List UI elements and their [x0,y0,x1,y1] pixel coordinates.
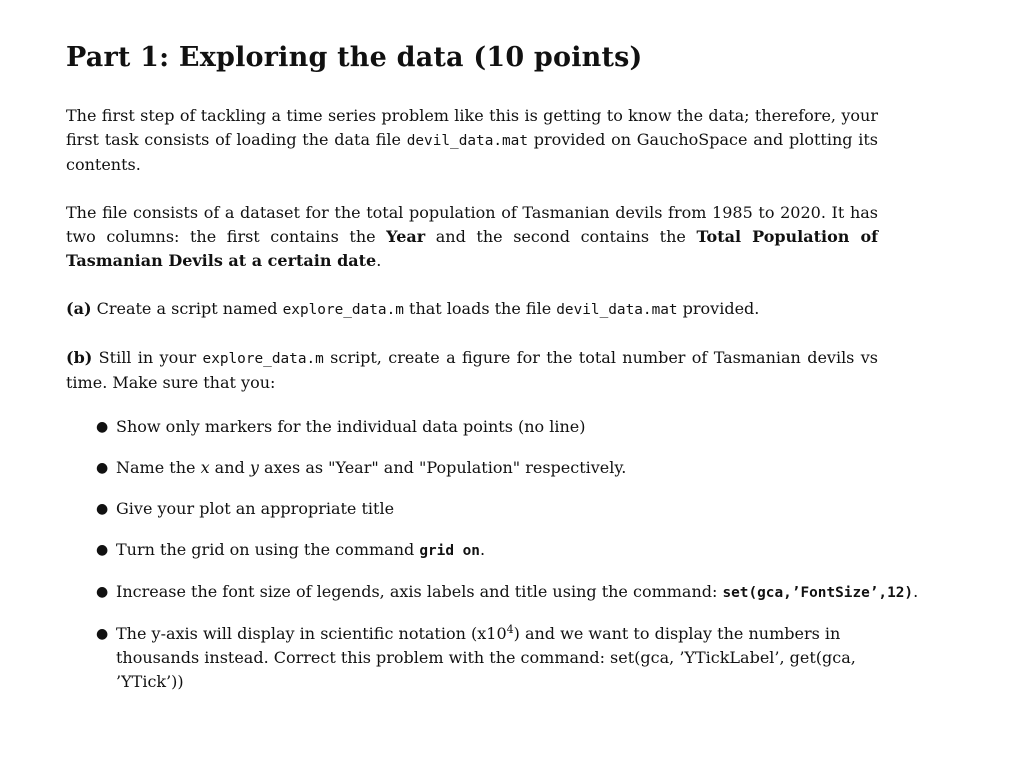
text: provided. [677,299,760,318]
text: Name the [116,458,201,477]
bullet-icon: ● [96,460,109,476]
part-b-paragraph [66,346,878,395]
script-name-code: explore_data.m [282,302,404,318]
text: ) and we want to display the numbers in thousands instead. Correct this problem with the command: set(gca, ’YTickLabel’, get(gca, ’YTick’)) [116,624,856,691]
bullet-icon: ● [96,501,109,517]
command-code: set(gca,’FontSize’,12) [722,585,914,601]
bullet-icon: ● [96,584,109,600]
text: The file consists of a dataset for the total population of Tasmanian devils from 1985 to 2020. It has two columns: the first contains the [66,203,878,246]
command-code: grid on [419,543,480,559]
bold-year: Year [386,227,426,246]
text: The y-axis will display in scientific notation (x10 [116,624,507,643]
text: The first step of tackling a time series problem like this is getting to know the data; therefore, your first task consists of loading the data file [66,106,878,149]
intro-paragraph-2 [66,201,878,273]
text: . [479,540,486,559]
text: and [209,458,250,477]
script-name-code: explore_data.m [202,351,324,367]
bold-total-population: Total Population of Tasmanian Devils at a certain date [66,227,879,270]
requirements-list [66,415,919,694]
text: . [913,582,919,601]
part-a-label: (a) [66,299,92,318]
text: Turn the grid on using the command [116,540,420,559]
text: Still in your [92,348,203,367]
list-item [96,538,878,563]
text: Show only markers for the individual data points (no line) [116,417,586,436]
document-page [66,38,919,711]
list-item [96,456,878,480]
text: Increase the font size of legends, axis labels and title using the command: [116,582,723,601]
filename-code: devil_data.mat [406,133,529,149]
list-item [96,415,878,439]
bullet-icon: ● [96,419,109,435]
text: axes as "Year" and "Population" respectively. [258,458,627,477]
text: script, create a figure for the total number of Tasmanian devils vs time. Make sure that you: [66,348,878,392]
bullet-icon: ● [96,542,109,558]
text: Create a script named [91,299,283,318]
math-x: x [200,458,210,477]
part-a-paragraph [66,297,878,322]
text: that loads the file [403,299,557,318]
list-item [96,622,878,694]
intro-paragraph-1 [66,104,878,177]
math-y: y [249,458,259,477]
text: Give your plot an appropriate title [116,499,395,518]
superscript: 4 [506,623,514,636]
list-item [96,580,1016,605]
part-b-label: (b) [66,348,93,367]
text: and the second contains the [425,227,697,246]
list-item [96,497,878,521]
filename-code: devil_data.mat [556,302,678,318]
section-title: Part 1: Exploring the data (10 points) [66,42,643,73]
text: provided on GauchoSpace and plotting its contents. [66,130,879,174]
text: . [376,251,382,270]
bullet-icon: ● [96,626,109,642]
